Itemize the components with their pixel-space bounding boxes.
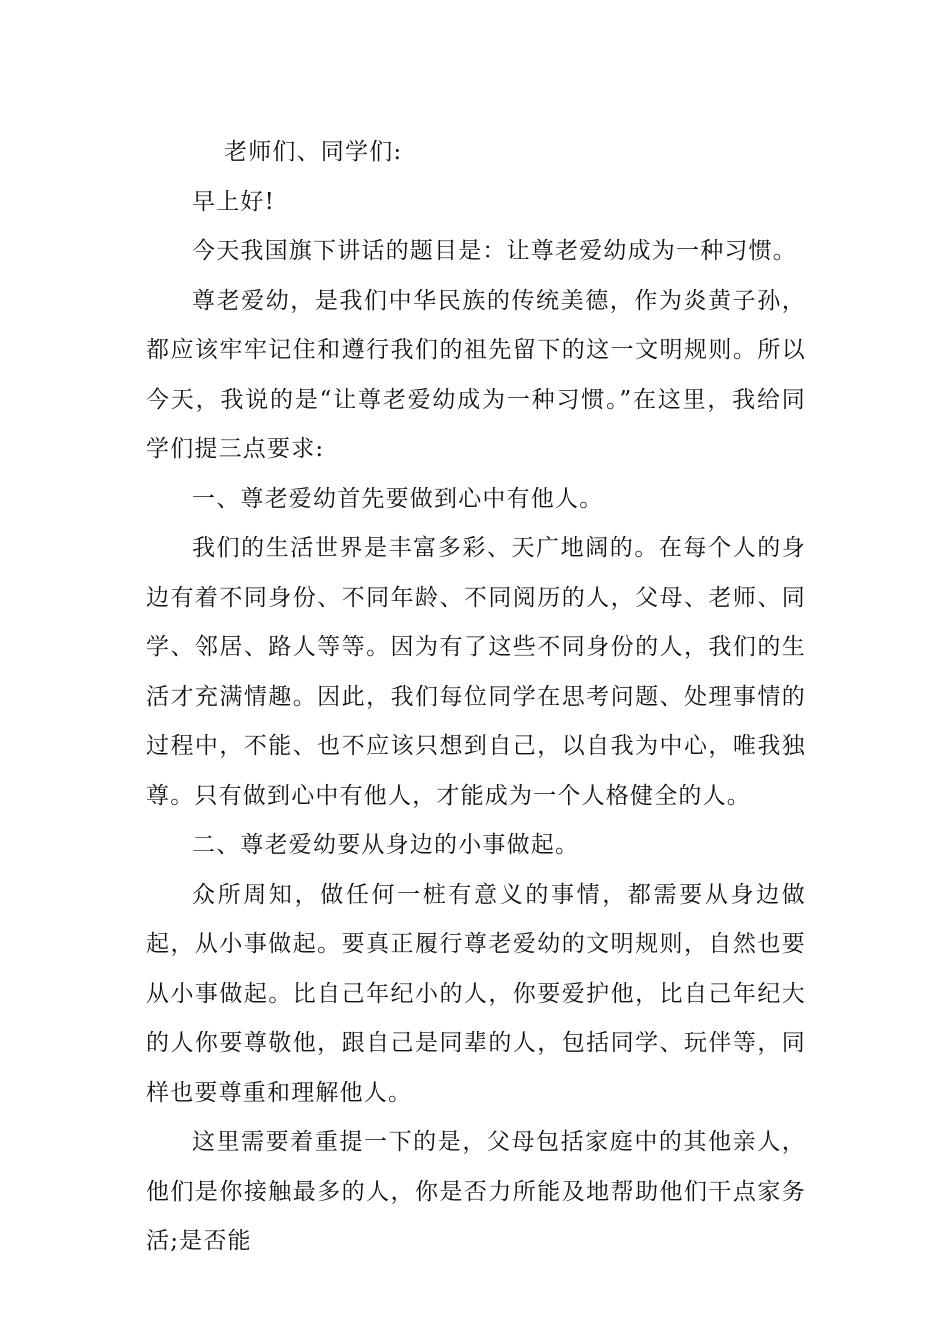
paragraph-topic: 今天我国旗下讲话的题目是：让尊老爱幼成为一种习惯。 (192, 238, 797, 264)
salutation: 老师们、同学们: (224, 139, 403, 165)
heading-point-one: 一、尊老爱幼首先要做到心中有他人。 (192, 485, 604, 512)
greeting: 早上好! (192, 188, 276, 215)
paragraph-point-one: 我们的生活世界是丰富多彩、天广地阔的。在每个人的身边有着不同身份、不同年龄、不同阅历的人，父母、老师、同学、邻居、路人等等。因为有了这些不同身份的人，我们的生活才充满情趣。因此，我们每位同学在思考问题、处理事情的过程中，不能、也不应该只想到自己，以自我为中心，唯我独尊。只有做到心中有他人，才能成为一个人格健全的人。 (146, 535, 806, 809)
heading-point-two: 二、尊老爱幼要从身边的小事做起。 (192, 832, 580, 858)
document-body (146, 128, 806, 1267)
paragraph-point-two: 众所周知，做任何一桩有意义的事情，都需要从身边做起，从小事做起。要真正履行尊老爱幼的文明规则，自然也要从小事做起。比自己年纪小的人，你要爱护他，比自己年纪大的人你要尊敬他，跟自己是同辈的人，包括同学、玩伴等，同样也要尊重和理解他人。 (146, 881, 806, 1106)
paragraph-family: 这里需要着重提一下的是，父母包括家庭中的其他亲人，他们是你接触最多的人，你是否力所能及地帮助他们干点家务活;是否能 (146, 1129, 806, 1254)
paragraph-intro: 尊老爱幼，是我们中华民族的传统美德，作为炎黄子孙，都应该牢牢记住和遵行我们的祖先留下的这一文明规则。所以今天，我说的是“让尊老爱幼成为一种习惯。”在这里，我给同学们提三点要求: (146, 287, 806, 462)
